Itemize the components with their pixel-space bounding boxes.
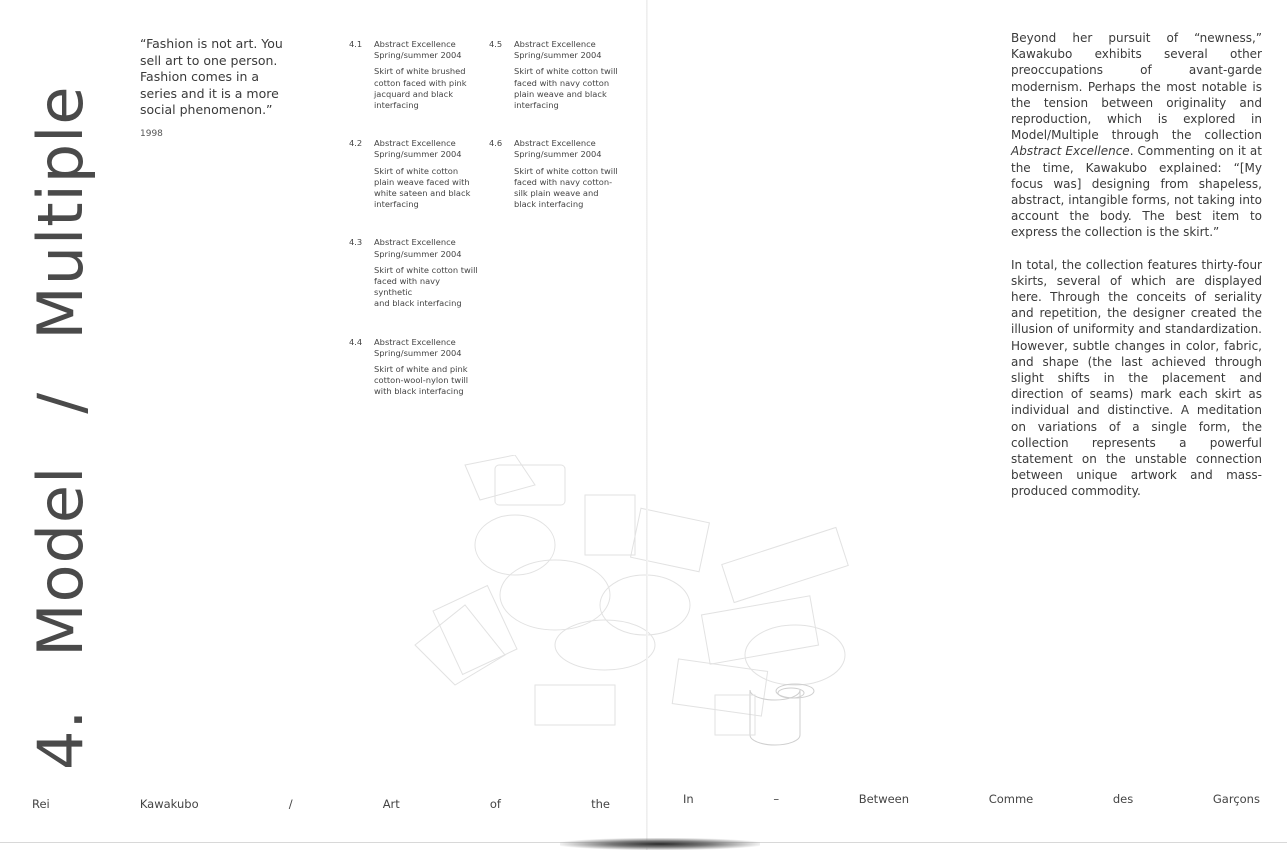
essay-p1-start: Beyond her pursuit of “newness,” Kawakubo exhibits several other preoccupations of avant-garde modernism. Perhaps the most notable is the tension between originality and reproduction, which is explored in Model/Multiple through the collection	[1011, 31, 1262, 143]
epigraph-year: 1998	[140, 128, 163, 139]
catalog-number: 4.2	[349, 138, 363, 149]
catalog-title: Abstract Excellence Spring/summer 2004	[374, 237, 462, 259]
footer-word: Between	[858, 792, 910, 806]
catalog-description: Skirt of white cotton plain weave faced with white sateen and black interfacing	[374, 165, 471, 210]
epigraph	[140, 36, 290, 139]
catalog-entry	[349, 39, 479, 111]
essay-text	[1011, 30, 1262, 516]
catalog-title: Abstract Excellence Spring/summer 2004	[374, 39, 462, 61]
catalog-entry	[489, 138, 619, 210]
footer-word: In	[683, 792, 694, 806]
footer-word: of	[489, 797, 501, 811]
essay-paragraph-2: In total, the collection features thirty-four skirts, several of which are displayed here. Through the conceits of seriality and repetition, the designer created the illusion of uniformity and standardization. However, subtle changes in color, fabric, and shape (the last achieved through slight shifts in the placement and direction of seams) mark each skirt as individual and distinctive. A meditation on variations of a single form, the collection represents a powerful statement on the unstable connection between unique artwork and mass-produced commodity.	[1011, 257, 1262, 499]
essay-paragraph-1	[1011, 30, 1262, 241]
catalog-number: 4.3	[349, 237, 363, 248]
catalog-number: 4.1	[349, 39, 363, 49]
footer-word: Kawakubo	[139, 797, 199, 811]
catalog-description: Skirt of white cotton twill faced with navy synthetic and black interfacing	[374, 264, 478, 309]
footer-word: des	[1112, 792, 1134, 806]
catalog-title: Abstract Excellence Spring/summer 2004	[374, 336, 462, 358]
footer-word: the	[591, 797, 610, 811]
catalog-description: Skirt of white cotton twill faced with navy cotton plain weave and black interfacing	[514, 66, 618, 111]
catalog-title: Abstract Excellence Spring/summer 2004	[514, 39, 602, 61]
catalog-entry	[489, 39, 619, 111]
catalog-column-2	[489, 39, 619, 210]
catalog-number: 4.4	[349, 336, 363, 347]
skirts-illustration	[405, 455, 875, 755]
spine-shadow	[560, 838, 760, 850]
chapter-word-multiple: Multiple	[24, 85, 97, 340]
catalog-description: Skirt of white brushed cotton faced with pink jacquard and black interfacing	[374, 66, 467, 111]
footer-word: Comme	[988, 792, 1034, 806]
catalog-description: Skirt of white cotton twill faced with navy cotton- silk plain weave and black interfacing	[514, 165, 618, 210]
catalog-entry	[349, 138, 479, 210]
catalog-column-1	[349, 39, 479, 398]
footer-word: Rei	[32, 797, 50, 811]
book-gutter	[646, 0, 648, 850]
footer-word: /	[288, 797, 293, 811]
catalog-entry	[349, 237, 479, 309]
chapter-word-model: Model	[24, 465, 97, 657]
chapter-title	[24, 34, 97, 770]
epigraph-quote: “Fashion is not art. You sell art to one person. Fashion comes in a series and it is a more social phenomenon.”	[140, 36, 283, 117]
catalog-entry	[349, 337, 479, 398]
catalog-title: Abstract Excellence Spring/summer 2004	[514, 138, 602, 160]
footer-word: –	[773, 792, 780, 806]
essay-p1-italic-title: Abstract Excellence	[1011, 144, 1130, 159]
chapter-word-slash: /	[24, 391, 97, 414]
catalog-title: Abstract Excellence Spring/summer 2004	[374, 138, 462, 160]
chapter-number: 4.	[24, 708, 97, 770]
essay-p1-end: . Commenting on it at the time, Kawakubo explained: “[My focus was] designing from shapeless, abstract, intangible forms, not taking into account the body. The best item to express the collection is the skirt.”	[1011, 144, 1262, 240]
catalog-number: 4.5	[489, 39, 503, 49]
running-footer-left	[32, 797, 610, 811]
running-footer-right	[683, 792, 1260, 806]
footer-word: Art	[382, 797, 400, 811]
catalog-number: 4.6	[489, 138, 503, 149]
catalog-description: Skirt of white and pink cotton-wool-nylon twill with black interfacing	[374, 364, 469, 397]
footer-word: Garçons	[1212, 792, 1260, 806]
